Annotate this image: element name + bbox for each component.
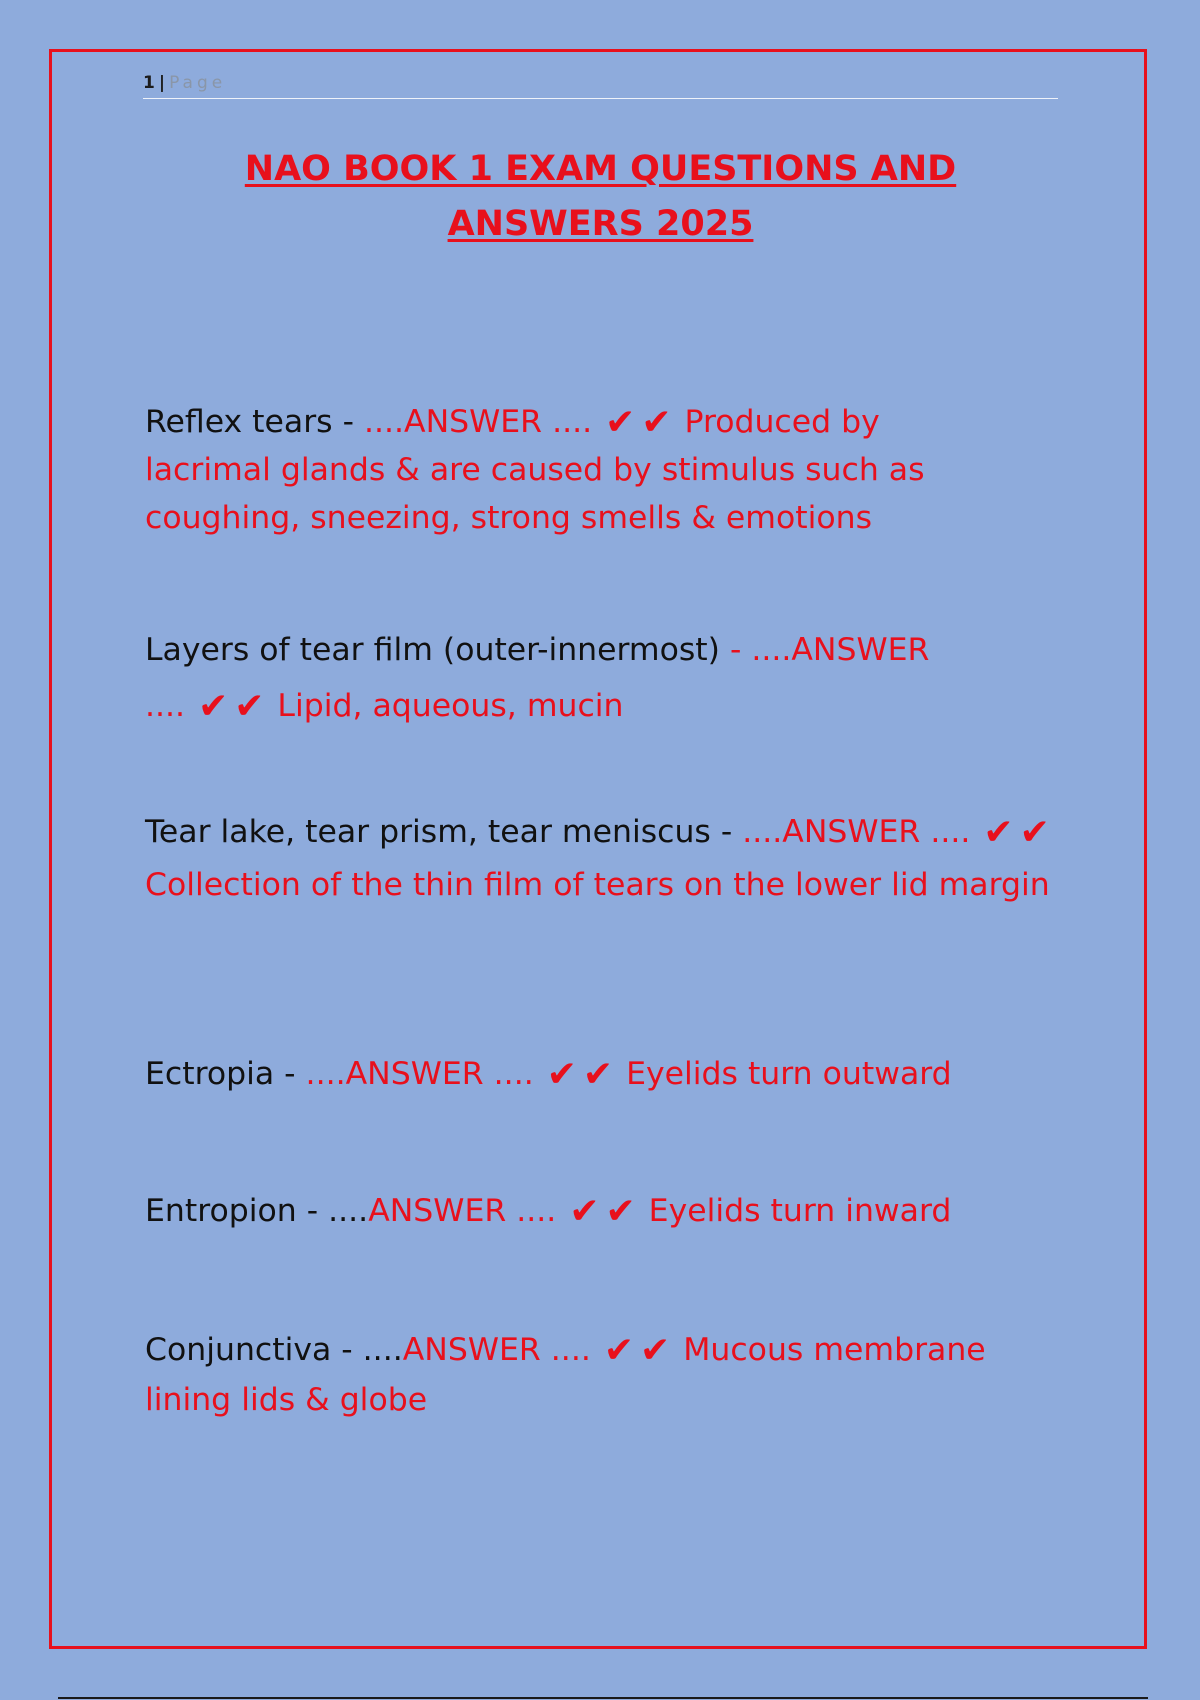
question-text: Conjunctiva - .... <box>145 1332 403 1368</box>
check-icon: ✔ <box>640 1330 671 1371</box>
check-icon: ✔ <box>198 686 229 727</box>
answer-text: Eyelids turn outward <box>616 1056 952 1092</box>
question-text: Layers of tear film (outer-innermost) <box>145 632 720 668</box>
check-icon: ✔ <box>983 812 1014 853</box>
question-text: Tear lake, tear prism, tear meniscus - <box>145 814 733 850</box>
page-header <box>143 70 1058 99</box>
answer-text: Lipid, aqueous, mucin <box>267 688 624 724</box>
answer-marker: ....ANSWER .... <box>295 1056 544 1092</box>
answer-marker: - ....ANSWER .... <box>145 632 930 724</box>
check-icon: ✔ <box>641 402 672 443</box>
page-number: 1 <box>143 73 155 93</box>
answer-marker: ....ANSWER .... <box>732 814 981 850</box>
page-bottom-divider <box>58 1697 1148 1699</box>
check-icon: ✔ <box>1019 812 1050 853</box>
question-text: Ectropia - <box>145 1056 296 1092</box>
answer-text: Produced by lacrimal glands & are caused by stimulus such as coughing, sneezing, strong smells & emotions <box>145 404 925 536</box>
page-separator: | <box>158 73 166 93</box>
qa-item-ectropia <box>145 1050 1070 1098</box>
qa-item-entropion <box>145 1187 1070 1235</box>
qa-item-tear-lake <box>145 806 1070 912</box>
question-text: Reflex tears - <box>145 404 354 440</box>
answer-text: Collection of the thin film of tears on the lower lid margin <box>145 867 1050 903</box>
check-icon: ✔ <box>603 1330 635 1371</box>
document-title <box>143 142 1058 252</box>
check-icon: ✔ <box>569 1191 600 1232</box>
page-label: Page <box>169 73 227 93</box>
title-line-1: NAO BOOK 1 EXAM QUESTIONS AND <box>244 149 957 189</box>
check-icon: ✔ <box>582 1054 614 1095</box>
answer-marker: ANSWER .... <box>368 1193 567 1229</box>
answer-text: Eyelids turn inward <box>638 1193 952 1229</box>
check-icon: ✔ <box>605 1191 636 1232</box>
answer-text: Mucous membrane lining lids & globe <box>145 1332 986 1418</box>
qa-item-reflex-tears <box>145 398 925 542</box>
question-text: Entropion - .... <box>145 1193 369 1229</box>
qa-item-conjunctiva <box>145 1325 1045 1425</box>
answer-marker: ....ANSWER .... <box>353 404 603 440</box>
answer-marker: ANSWER .... <box>402 1332 601 1368</box>
check-icon: ✔ <box>605 402 636 443</box>
title-line-2: ANSWERS 2025 <box>447 204 754 244</box>
check-icon: ✔ <box>234 686 265 727</box>
qa-item-tear-film-layers <box>145 622 975 734</box>
check-icon: ✔ <box>546 1054 577 1095</box>
